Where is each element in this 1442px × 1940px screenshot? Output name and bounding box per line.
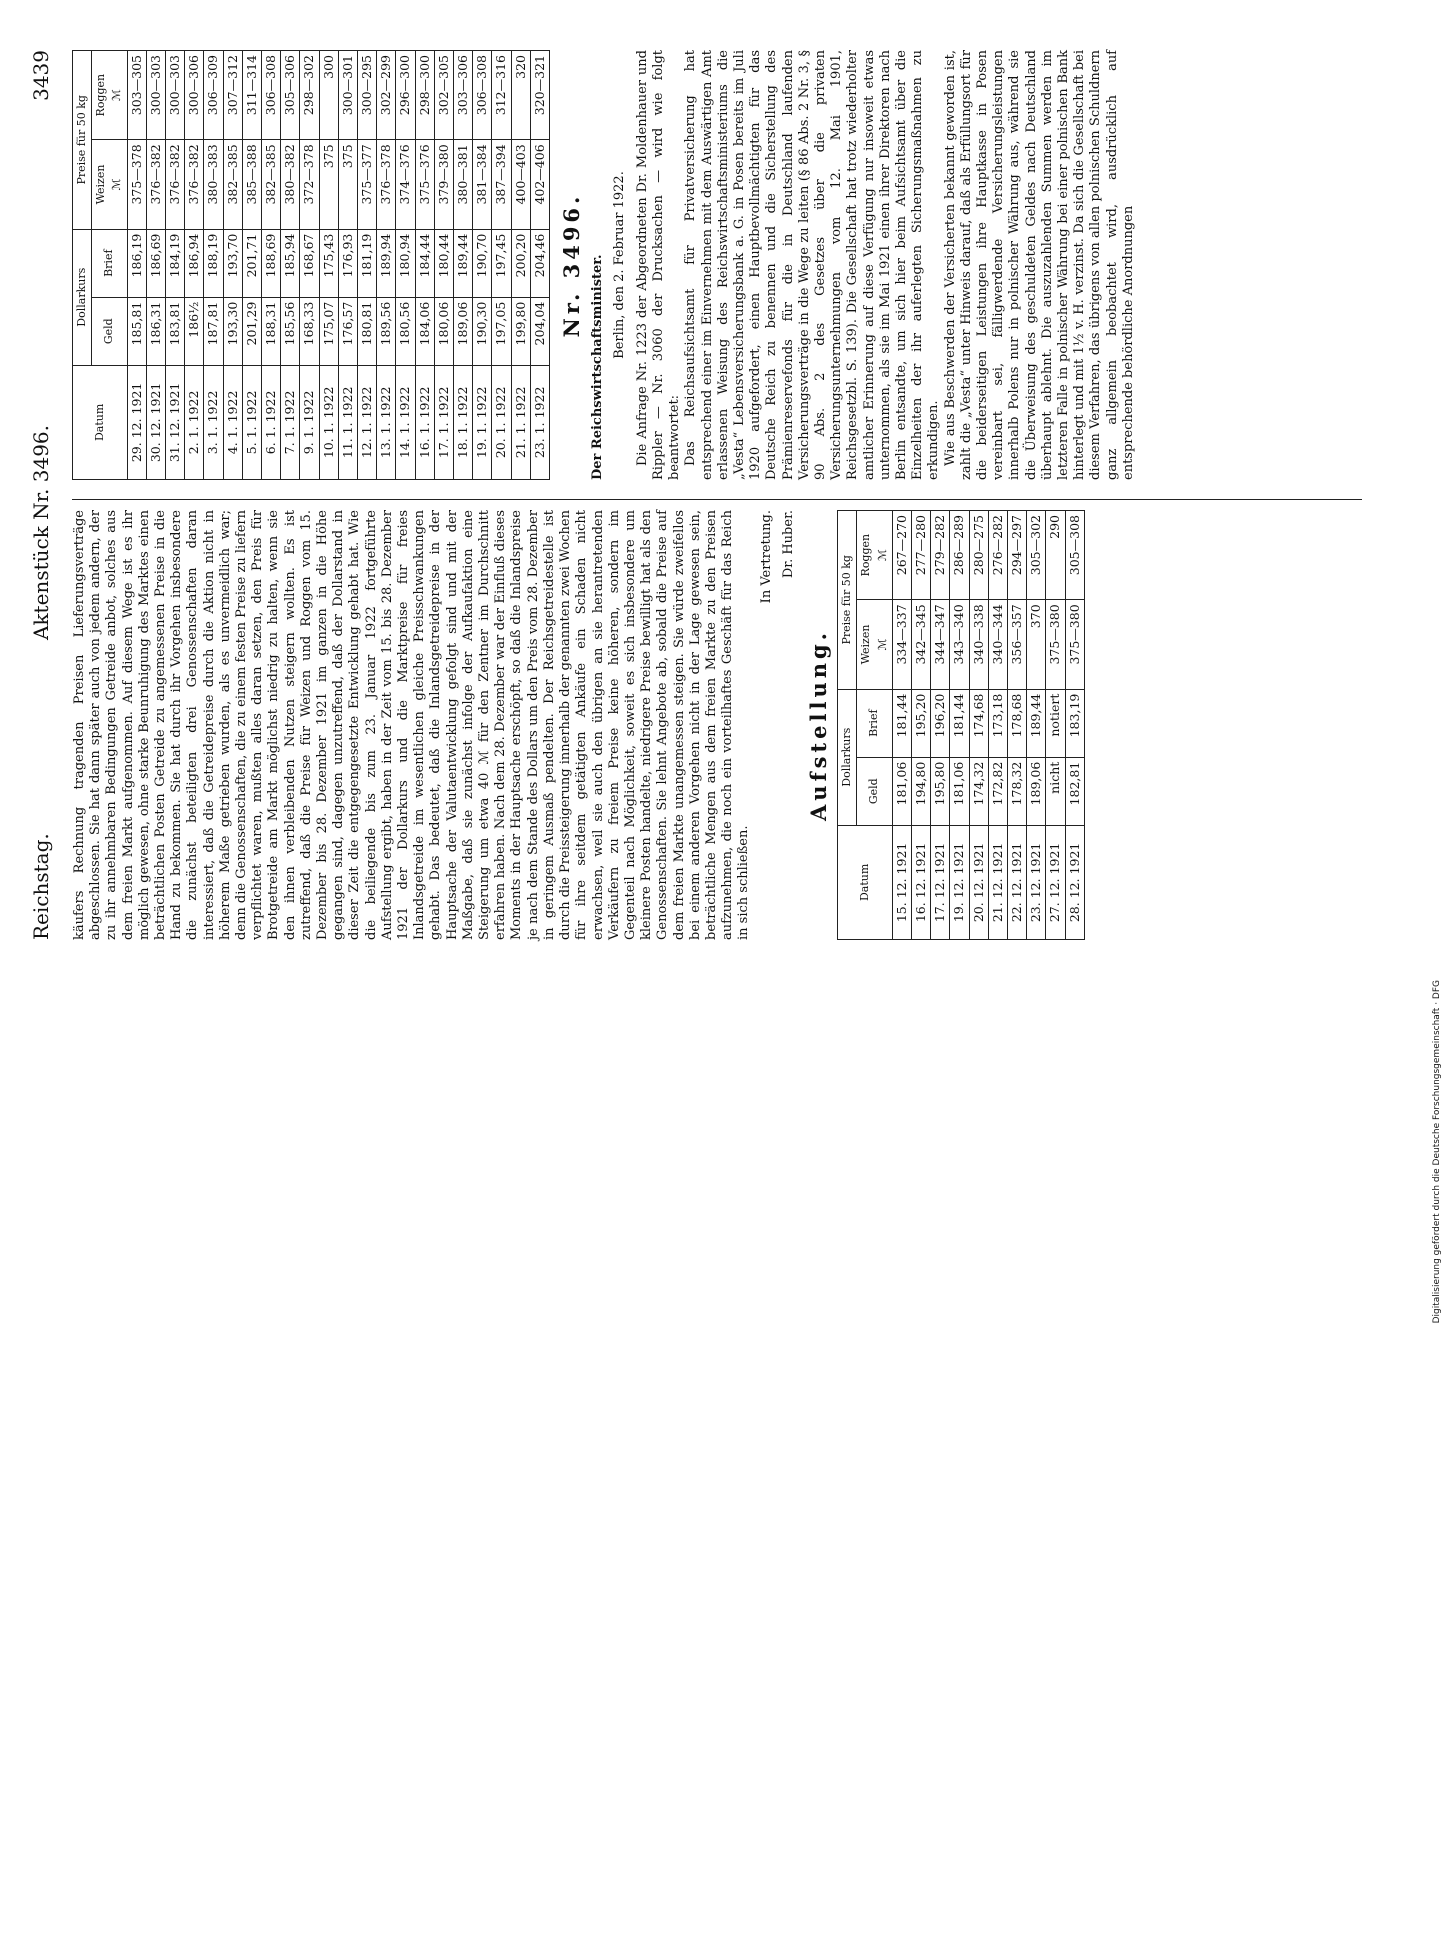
table-cell: 194,80	[911, 757, 930, 825]
table-cell: 19. 1. 1922	[473, 365, 492, 479]
table-cell: 183,19	[1065, 689, 1084, 757]
table-cell: 312—316	[492, 51, 511, 140]
col-header-datum: Datum	[838, 825, 893, 939]
table-cell: 400—403	[511, 140, 530, 229]
table-cell: 195,20	[911, 689, 930, 757]
table-cell: 376—382	[166, 140, 185, 229]
col-header-dollar: Dollarkurs	[73, 229, 92, 365]
table-cell: 376—382	[185, 140, 204, 229]
table-cell: 300—306	[185, 51, 204, 140]
table-cell: 320—321	[530, 51, 549, 140]
table-cell: 189,06	[1027, 757, 1046, 825]
table-cell: 12. 1. 1922	[358, 365, 377, 479]
table-cell: 174,32	[969, 757, 988, 825]
table-cell: 180,44	[434, 229, 453, 297]
paragraph-1: Die Anfrage Nr. 1223 der Abgeordneten Dr. Moldenhauer und Rippler — Nr. 3060 der Drucksachen — wird wie folgt beantwortet:	[634, 50, 683, 480]
table-cell: 302—305	[434, 51, 453, 140]
table-cell: 182,81	[1065, 757, 1084, 825]
table-cell: 298—302	[300, 51, 319, 140]
table-cell: 189,06	[454, 297, 473, 365]
table-cell: 195,80	[931, 757, 950, 825]
table-cell: 22. 12. 1921	[1007, 825, 1026, 939]
table-cell: 370	[1027, 600, 1046, 689]
table-cell: 186,69	[146, 229, 165, 297]
table-cell: 300	[319, 51, 338, 140]
col-header-preise: Preise für 50 kg	[838, 511, 857, 690]
table-cell: 290	[1046, 511, 1065, 600]
table-cell: 187,81	[204, 297, 223, 365]
table-row	[511, 51, 530, 480]
table-row	[396, 51, 415, 480]
table-cell: 193,70	[223, 229, 242, 297]
table-cell: 302—299	[377, 51, 396, 140]
table-cell: 201,29	[242, 297, 261, 365]
col-header-geld: Geld	[857, 757, 892, 825]
table-cell: 286—289	[950, 511, 969, 600]
table-cell: 181,06	[892, 757, 911, 825]
body-text-left: käufers Rechnung tragenden Preisen Lieferungsverträge abgeschlossen. Sie hat dann später auch von jedem andern, der zu ihr annehmbaren Bedingungen Getreide anbot, solches aus dem freien Markt aufgenommen. Auf diesem Wege ist es ihr möglich gewesen, ohne starke Beunruhigung des Marktes einen beträchtlichen Posten Getreide zu angemessenen Preise in die Hand zu bekommen. Sie hat durch ihr Vorgehen insbesondere die zunächst beteiligten drei Genossenschaften daran interessiert, daß die Getreidepreise durch die Aktion nicht in höherem Maße getrieben wurden, als es unvermeidlich war; denn die Genossenschaften, die zu einem festen Preise zu liefern verpflichtet waren, mußten alles daran setzen, den Preis für Brotgetreide am Markt möglichst niedrig zu halten, wenn sie den ihnen verbleibenden Nutzen steigern wollten. Es ist zutreffend, daß die Preise für Weizen und Roggen vom 15. Dezember bis 28. Dezember 1921 im ganzen in die Höhe gegangen sind, dagegen unzutreffend, daß der Dollarstand in dieser Zeit die entgegengesetzte Entwicklung gehabt hat. Wie die beiliegende bis zum 23. Januar 1922 fortgeführte Aufstellung ergibt, haben in der Zeit vom 15. bis 28. Dezember 1921 der Dollarkurs und die Marktpreise für freies Inlandsgetreide im wesentlichen gleiche Preisschwankungen gehabt. Das bedeutet, daß die Inlandsgetreidepreise in der Hauptsache der Valutaentwicklung gefolgt sind und mit der Maßgabe, daß sie zunächst infolge der Aufkaufaktion eine Steigerung um etwa 40 ℳ für den Zentner im Durchschnitt erfahren haben. Nach dem 28. Dezember war der Einfluß dieses Moments in der Hauptsache erschöpft, so daß die Inlandspreise je nach dem Stande des Dollars um den Preis vom 28. Dezember in geringem Ausmaß pendelten. Der Reichsgetreidestelle ist durch die Preissteigerung innerhalb der genannten zwei Wochen für ihre seitdem getätigten Ankäufe ein Schaden nicht erwachsen, weil sie auch den übrigen an sie herantretenden Verkäufern zu freiem Preise keine höheren, sondern im Gegenteil nach Möglichkeit, soweit es sich insbesondere um kleinere Posten handelte, niedrigere Preise bewilligt hat als den Genossenschaften. Sie lehnt Angebote ab, sobald die Preise auf dem freien Markte unangemessen steigen. Sie würde zweifellos bei einem anderen Vorgehen nicht in der Lage gewesen sein, beträchtliche Mengen aus dem freien Markte zu den Preisen aufzunehmen, die noch ein vorteilhaftes Geschäft für das Reich in sich schließen.	[72, 510, 752, 940]
table-cell: 201,71	[242, 229, 261, 297]
table-cell: 306—309	[204, 51, 223, 140]
table-cell: 305—302	[1027, 511, 1046, 600]
table-row	[242, 51, 261, 480]
table-cell: 183,81	[166, 297, 185, 365]
column-divider	[72, 499, 1362, 500]
table-cell: 190,70	[473, 229, 492, 297]
table-row	[969, 511, 988, 940]
table-cell: 3. 1. 1922	[204, 365, 223, 479]
table-row	[166, 51, 185, 480]
table-row	[358, 51, 377, 480]
col-header-brief: Brief	[92, 229, 127, 297]
table-cell: 9. 1. 1922	[300, 365, 319, 479]
table-cell: 296—300	[396, 51, 415, 140]
table-row	[300, 51, 319, 480]
col-header-geld: Geld	[92, 297, 127, 365]
table-cell: 344—347	[931, 600, 950, 689]
table-cell: 14. 1. 1922	[396, 365, 415, 479]
col-header-weizen: Weizen ℳ	[857, 600, 892, 689]
table-cell: 267—270	[892, 511, 911, 600]
table-cell: 7. 1. 1922	[281, 365, 300, 479]
signature-line-2: Dr. Huber.	[780, 510, 796, 579]
table-cell: 31. 12. 1921	[166, 365, 185, 479]
document-page	[17, 20, 1417, 980]
col-header-brief: Brief	[857, 689, 892, 757]
table-cell: 197,45	[492, 229, 511, 297]
table-cell: 181,44	[950, 689, 969, 757]
table-cell: 189,44	[454, 229, 473, 297]
ministry-line: Der Reichswirtschaftsminister.	[590, 254, 606, 480]
table-cell: 6. 1. 1922	[262, 365, 281, 479]
table-row	[454, 51, 473, 480]
table-cell: 189,94	[377, 229, 396, 297]
paragraph-2: Das Reichsaufsichtsamt für Privatversicherung hat entsprechend einer im Einvernehmen mit dem Auswärtigen Amt erlassenen Weisung des Reichswirtschaftsministeriums die „Vesta“ Lebensversicherungsbank a. G. in Posen bereits im Juli 1920 aufgefordert, einen Hauptbevollmächtigten für das Deutsche Reich zu benennen und die Sicherstellung des Prämienreservefonds für die in Deutschland laufenden Versicherungsverträge in die Wege zu leiten (§ 86 Abs. 2 Nr. 3, § 90 Abs. 2 des Gesetzes über die privaten Versicherungsunternehmungen vom 12. Mai 1901, Reichsgesetzbl. S. 139). Die Gesellschaft hat trotz wiederholter amtlicher Erinnerung auf diese Verfügung nur insoweit etwas unternommen, als sie im Mai 1921 einen ihrer Direktoren nach Berlin entsandte, um sich hier beim Aufsichtsamt über die Einzelheiten der ihr auferlegten Sicherungsmaßnahmen zu erkundigen.	[683, 50, 942, 480]
col-header-roggen: Roggen ℳ	[92, 51, 127, 140]
side-note: Digitalisierung gefördert durch die Deutsche Forschungsgemeinschaft · DFG	[1432, 980, 1442, 1324]
table-cell: 387—394	[492, 140, 511, 229]
table-cell: 2. 1. 1922	[185, 365, 204, 479]
table-row	[1007, 511, 1026, 940]
table-cell: 23. 12. 1921	[1027, 825, 1046, 939]
table-cell: 340—344	[988, 600, 1007, 689]
table-cell: 29. 12. 1921	[127, 365, 146, 479]
table-row	[988, 511, 1007, 940]
signature-line-1: In Vertretung.	[758, 510, 774, 604]
table-row	[1046, 511, 1065, 940]
table-row	[1065, 511, 1084, 940]
table-cell: 300—303	[146, 51, 165, 140]
table-cell: 382—385	[262, 140, 281, 229]
table-cell: 18. 1. 1922	[454, 365, 473, 479]
table-cell: 185,56	[281, 297, 300, 365]
dateline: Berlin, den 2. Februar 1922.	[612, 171, 628, 359]
price-table-right	[72, 50, 550, 480]
table-cell: 178,68	[1007, 689, 1026, 757]
table-cell: 180,94	[396, 229, 415, 297]
table-cell: 27. 12. 1921	[1046, 825, 1065, 939]
table-cell: 375	[319, 140, 338, 229]
table-row	[127, 51, 146, 480]
page-number: 3439	[29, 50, 53, 101]
table-cell: 175,43	[319, 229, 338, 297]
col-header-datum: Datum	[73, 365, 128, 479]
table-row	[338, 51, 357, 480]
price-table-left	[837, 510, 1085, 940]
table-cell: 20. 12. 1921	[969, 825, 988, 939]
table-cell: 199,80	[511, 297, 530, 365]
table-cell: 15. 12. 1921	[892, 825, 911, 939]
table-cell: 186½	[185, 297, 204, 365]
table-cell: nicht	[1046, 757, 1065, 825]
table-cell: 303—306	[454, 51, 473, 140]
table-cell: 375—377	[358, 140, 377, 229]
table-cell: 379—380	[434, 140, 453, 229]
table-cell: 16. 1. 1922	[415, 365, 434, 479]
table-cell: 307—312	[223, 51, 242, 140]
table-cell: 186,94	[185, 229, 204, 297]
table-cell: 28. 12. 1921	[1065, 825, 1084, 939]
table-cell: 334—337	[892, 600, 911, 689]
right-column	[72, 50, 1137, 480]
table-cell: 306—308	[473, 51, 492, 140]
table-cell: 175,07	[319, 297, 338, 365]
col-header-dollar: Dollarkurs	[838, 689, 857, 825]
table-cell: notiert	[1046, 689, 1065, 757]
table-cell: 375—376	[415, 140, 434, 229]
table-cell: 311—314	[242, 51, 261, 140]
table-cell: 181,19	[358, 229, 377, 297]
table-cell: 376—378	[377, 140, 396, 229]
table-cell: 380—383	[204, 140, 223, 229]
table-cell: 180,06	[434, 297, 453, 365]
table-row	[319, 51, 338, 480]
table-cell: 193,30	[223, 297, 242, 365]
table-row	[185, 51, 204, 480]
table-row	[911, 511, 930, 940]
table-cell: 200,20	[511, 229, 530, 297]
table-cell: 184,19	[166, 229, 185, 297]
table-cell: 343—340	[950, 600, 969, 689]
table-cell: 189,44	[1027, 689, 1046, 757]
table-row	[377, 51, 396, 480]
table-cell: 181,06	[950, 757, 969, 825]
table-cell: 17. 1. 1922	[434, 365, 453, 479]
table-cell: 305—308	[1065, 511, 1084, 600]
table-cell: 168,33	[300, 297, 319, 365]
table-cell: 300—295	[358, 51, 377, 140]
table-cell: 181,44	[892, 689, 911, 757]
table-cell: 30. 12. 1921	[146, 365, 165, 479]
table-cell: 174,68	[969, 689, 988, 757]
table-cell: 13. 1. 1922	[377, 365, 396, 479]
table-cell: 320	[511, 51, 530, 140]
table-row	[1027, 511, 1046, 940]
table-cell: 204,04	[530, 297, 549, 365]
table-cell: 375—380	[1065, 600, 1084, 689]
table-row	[146, 51, 165, 480]
table-cell: 188,31	[262, 297, 281, 365]
table-cell: 306—308	[262, 51, 281, 140]
table-row	[204, 51, 223, 480]
table-row	[262, 51, 281, 480]
left-column	[72, 510, 1085, 940]
table-cell: 277—280	[911, 511, 930, 600]
table-cell: 176,93	[338, 229, 357, 297]
page-header	[17, 20, 61, 980]
table-cell: 176,57	[338, 297, 357, 365]
table-cell: 23. 1. 1922	[530, 365, 549, 479]
table-cell: 375—378	[127, 140, 146, 229]
table-cell: 186,19	[127, 229, 146, 297]
table-cell: 305—306	[281, 51, 300, 140]
table-cell: 21. 1. 1922	[511, 365, 530, 479]
table-cell: 279—282	[931, 511, 950, 600]
table-row	[434, 51, 453, 480]
table-cell: 184,06	[415, 297, 434, 365]
table-cell: 185,81	[127, 297, 146, 365]
header-left: Reichstag.	[29, 833, 53, 940]
table-cell: 356—357	[1007, 600, 1026, 689]
table-cell: 168,67	[300, 229, 319, 297]
table-cell: 196,20	[931, 689, 950, 757]
table-cell: 172,82	[988, 757, 1007, 825]
table-cell: 303—305	[127, 51, 146, 140]
table-cell: 186,31	[146, 297, 165, 365]
table-cell: 20. 1. 1922	[492, 365, 511, 479]
section-heading-aufstellung: Aufstellung.	[805, 629, 831, 821]
table-cell: 294—297	[1007, 511, 1026, 600]
table-row	[931, 511, 950, 940]
table-cell: 197,05	[492, 297, 511, 365]
header-title: Aktenstück Nr. 3496.	[29, 424, 53, 640]
table-cell: 180,56	[396, 297, 415, 365]
table-cell: 190,30	[473, 297, 492, 365]
table-cell: 276—282	[988, 511, 1007, 600]
table-cell: 188,69	[262, 229, 281, 297]
paragraph-3: Wie aus Beschwerden der Versicherten bekannt geworden ist, zahlt die „Vesta“ unter Hinweis darauf, daß als Erfüllungsort für die beiderseitigen Leistungen ihre Hauptkasse in Posen vereinbart sei, fälligwerdende Versicherungsleistungen innerhalb Polens nur in polnischer Währung aus, während sie die Überweisung des geschuldeten Geldes nach Deutschland überhaupt ablehnt. Die auszuzahlenden Summen werden im letzteren Falle in polnischer Währung bei einer polnischen Bank hinterlegt und mit 1½ v. H. verzinst. Da sich die Gesellschaft bei diesem Verfahren, das übrigens von allen polnischen Schuldnern ganz allgemein beobachtet wird, ausdrücklich auf entsprechende behördliche Anordnungen	[942, 50, 1136, 480]
table-cell: 173,18	[988, 689, 1007, 757]
table-row	[223, 51, 242, 480]
table-cell: 298—300	[415, 51, 434, 140]
table-row	[950, 511, 969, 940]
table-row	[530, 51, 549, 480]
table-cell: 280—275	[969, 511, 988, 600]
col-header-preise: Preise für 50 kg	[73, 51, 92, 230]
table-row	[281, 51, 300, 480]
table-cell: 385—388	[242, 140, 261, 229]
table-row	[492, 51, 511, 480]
table-row	[415, 51, 434, 480]
table-cell: 189,56	[377, 297, 396, 365]
table-row	[473, 51, 492, 480]
table-cell: 380—382	[281, 140, 300, 229]
table-cell: 185,94	[281, 229, 300, 297]
table-cell: 16. 12. 1921	[911, 825, 930, 939]
table-cell: 184,44	[415, 229, 434, 297]
table-cell: 376—382	[146, 140, 165, 229]
table-cell: 4. 1. 1922	[223, 365, 242, 479]
table-cell: 375—380	[1046, 600, 1065, 689]
col-header-weizen: Weizen ℳ	[92, 140, 127, 229]
table-cell: 402—406	[530, 140, 549, 229]
table-cell: 381—384	[473, 140, 492, 229]
table-cell: 372—378	[300, 140, 319, 229]
table-cell: 188,19	[204, 229, 223, 297]
table-cell: 10. 1. 1922	[319, 365, 338, 479]
table-cell: 19. 12. 1921	[950, 825, 969, 939]
col-header-roggen: Roggen ℳ	[857, 511, 892, 600]
table-row	[892, 511, 911, 940]
table-cell: 342—345	[911, 600, 930, 689]
table-cell: 300—303	[166, 51, 185, 140]
table-cell: 178,32	[1007, 757, 1026, 825]
table-cell: 11. 1. 1922	[338, 365, 357, 479]
table-cell: 21. 12. 1921	[988, 825, 1007, 939]
section-heading-nr: Nr. 3496.	[559, 192, 585, 338]
table-cell: 300—301	[338, 51, 357, 140]
table-cell: 5. 1. 1922	[242, 365, 261, 479]
table-cell: 375	[338, 140, 357, 229]
table-cell: 374—376	[396, 140, 415, 229]
table-cell: 180,81	[358, 297, 377, 365]
table-cell: 17. 12. 1921	[931, 825, 950, 939]
table-cell: 382—385	[223, 140, 242, 229]
table-cell: 340—338	[969, 600, 988, 689]
table-cell: 204,46	[530, 229, 549, 297]
table-cell: 380—381	[454, 140, 473, 229]
